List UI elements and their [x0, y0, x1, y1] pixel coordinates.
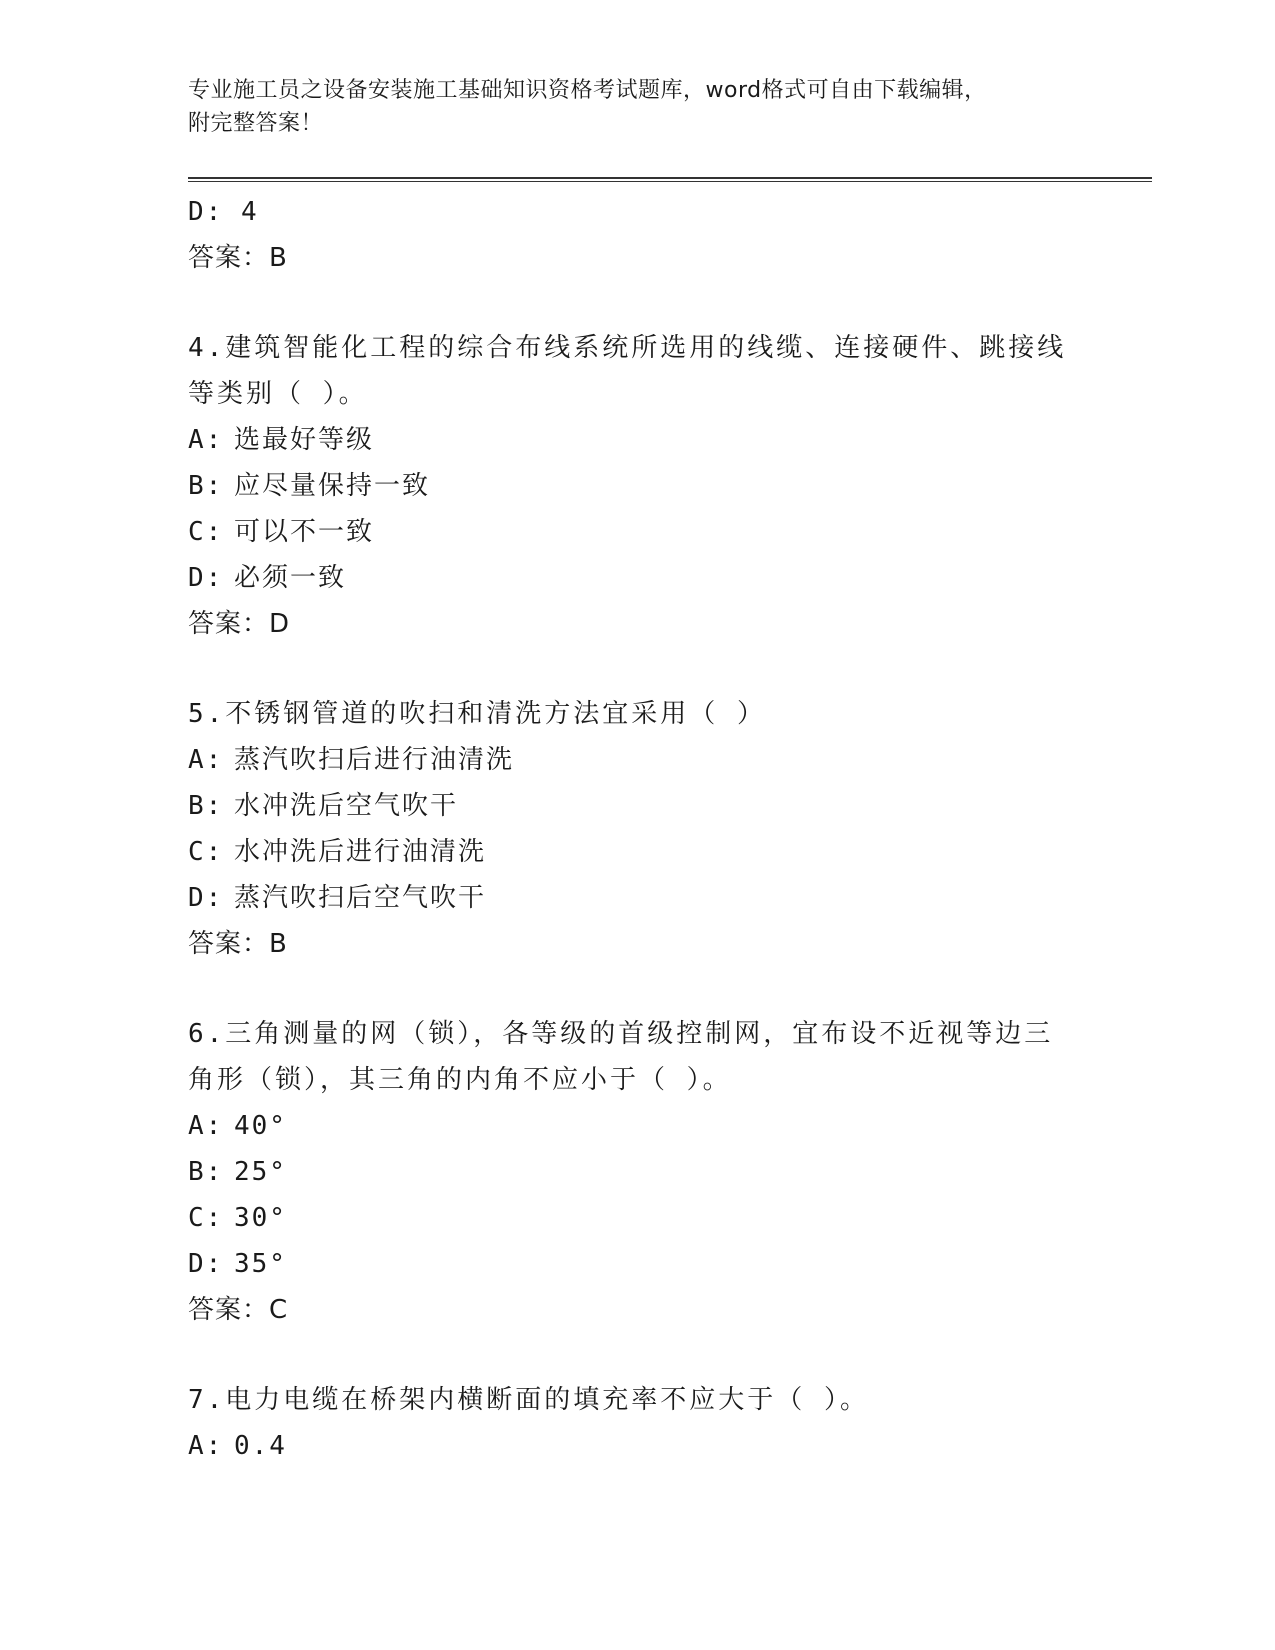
question-stem — [188, 691, 1088, 737]
question-6 — [188, 1011, 1088, 1333]
stem-line-1: 4.建筑智能化工程的综合布线系统所选用的线缆、连接硬件、跳接线 — [188, 333, 1067, 363]
option-label: C: — [188, 1203, 224, 1233]
option-text: 35° — [234, 1249, 287, 1279]
option-text: 蒸汽吹扫后空气吹干 — [234, 883, 487, 913]
answer: 答案：B — [188, 243, 288, 273]
question-stem — [188, 1377, 1088, 1423]
question-stem — [188, 1011, 1088, 1103]
option-label: D: — [188, 563, 224, 593]
question-7 — [188, 1377, 1088, 1469]
option-a — [188, 737, 1088, 783]
option-a — [188, 1423, 1088, 1469]
question-3-tail — [188, 189, 1088, 281]
stem-line-1: 7.电力电缆在桥架内横断面的填充率不应大于（ ）。 — [188, 1385, 869, 1415]
answer: 答案：B — [188, 929, 288, 959]
header-divider — [188, 177, 1152, 182]
option-text: 可以不一致 — [234, 517, 375, 547]
option-text: 0.4 — [234, 1431, 287, 1461]
option-text: 40° — [234, 1111, 287, 1141]
option-label: D: — [188, 883, 224, 913]
option-c — [188, 829, 1088, 875]
option-label: A: — [188, 745, 224, 775]
option-b — [188, 783, 1088, 829]
option-d — [188, 1241, 1088, 1287]
page-header — [188, 74, 1068, 140]
answer: 答案：C — [188, 1295, 289, 1325]
option-d — [188, 555, 1088, 601]
stem-line-1: 6.三角测量的网（锁），各等级的首级控制网，宜布设不近视等边三 — [188, 1019, 1054, 1049]
option-b — [188, 463, 1088, 509]
option-label: A: — [188, 1111, 224, 1141]
option-label: B: — [188, 1157, 224, 1187]
option-text: 应尽量保持一致 — [234, 471, 431, 501]
option-a — [188, 417, 1088, 463]
option-d — [188, 875, 1088, 921]
stem-line-1: 5.不锈钢管道的吹扫和清洗方法宜采用（ ） — [188, 699, 766, 729]
option-label: A: — [188, 1431, 224, 1461]
option-label: D: — [188, 1249, 224, 1279]
option-label: C: — [188, 517, 224, 547]
question-4 — [188, 325, 1088, 647]
option-d: D: 4 — [188, 197, 259, 227]
question-list — [188, 189, 1088, 1469]
option-text: 30° — [234, 1203, 287, 1233]
question-5 — [188, 691, 1088, 967]
question-stem — [188, 325, 1088, 417]
option-text: 蒸汽吹扫后进行油清洗 — [234, 745, 515, 775]
header-line-2: 附完整答案！ — [188, 111, 324, 136]
option-label: C: — [188, 837, 224, 867]
option-b — [188, 1149, 1088, 1195]
header-line-1: 专业施工员之设备安装施工基础知识资格考试题库，word格式可自由下载编辑， — [188, 78, 987, 103]
option-a — [188, 1103, 1088, 1149]
option-label: A: — [188, 425, 224, 455]
option-c — [188, 509, 1088, 555]
stem-line-2: 角形（锁），其三角的内角不应小于（ ）。 — [188, 1065, 732, 1095]
option-label: B: — [188, 791, 224, 821]
answer: 答案：D — [188, 609, 291, 639]
option-text: 必须一致 — [234, 563, 347, 593]
option-text: 水冲洗后进行油清洗 — [234, 837, 487, 867]
option-text: 25° — [234, 1157, 287, 1187]
stem-line-2: 等类别（ ）。 — [188, 379, 368, 409]
option-text: 水冲洗后空气吹干 — [234, 791, 459, 821]
option-text: 选最好等级 — [234, 425, 375, 455]
option-c — [188, 1195, 1088, 1241]
option-label: B: — [188, 471, 224, 501]
